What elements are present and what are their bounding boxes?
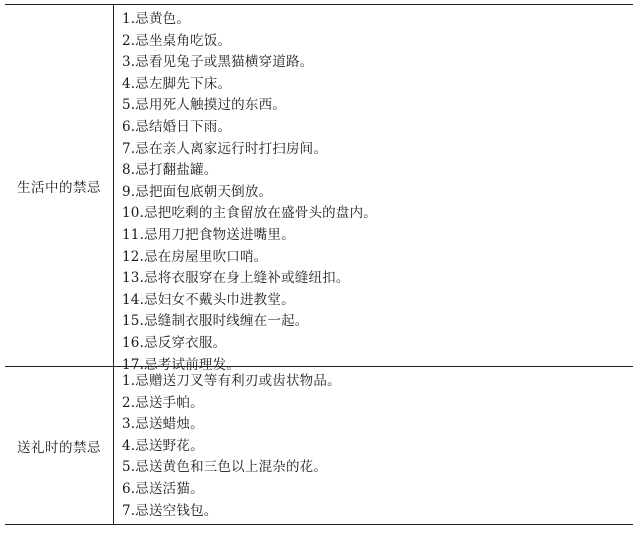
list-item: 2.忌送手帕。 [122, 394, 204, 411]
list-item: 3.忌看见兔子或黑猫横穿道路。 [122, 54, 314, 71]
list-item: 1.忌黄色。 [122, 11, 191, 27]
list-item: 6.忌结婚日下雨。 [122, 118, 232, 135]
list-item: 13.忌将衣服穿在身上缝补或缝纽扣。 [122, 270, 350, 287]
list-item: 7.忌在亲人离家远行时打扫房间。 [122, 140, 328, 157]
list-item: 3.忌送蜡烛。 [122, 416, 204, 433]
category-cell: 送礼时的禁忌 [5, 367, 114, 524]
taboo-table [5, 4, 633, 525]
list-item: 2.忌坐桌角吃饭。 [122, 32, 232, 49]
list-item: 6.忌送活猫。 [122, 480, 204, 497]
list-item: 16.忌反穿衣服。 [122, 334, 227, 351]
list-item: 8.忌打翻盐罐。 [122, 162, 218, 179]
list-item: 1.忌赠送刀叉等有利刃或齿状物品。 [122, 373, 341, 389]
table-row-gift-giving [5, 366, 633, 524]
list-item: 5.忌送黄色和三色以上混杂的花。 [122, 459, 328, 476]
list-item: 15.忌缝制衣服时线缠在一起。 [122, 313, 309, 330]
list-item: 7.忌送空钱包。 [122, 502, 218, 519]
list-item: 5.忌用死人触摸过的东西。 [122, 97, 286, 114]
list-item: 4.忌送野花。 [122, 437, 204, 454]
item-list [114, 5, 633, 373]
category-cell: 生活中的禁忌 [5, 5, 114, 366]
table-row-daily-life [5, 5, 633, 373]
item-list [114, 367, 633, 524]
list-item: 14.忌妇女不戴头巾进教堂。 [122, 291, 295, 308]
list-item: 4.忌左脚先下床。 [122, 75, 232, 92]
list-item: 9.忌把面包底朝天倒放。 [122, 183, 273, 200]
list-item: 10.忌把吃剩的主食留放在盛骨头的盘内。 [122, 205, 377, 222]
list-item: 12.忌在房屋里吹口哨。 [122, 248, 268, 265]
list-item: 17.忌考试前理发。 [122, 356, 240, 373]
list-item: 11.忌用刀把食物送进嘴里。 [122, 226, 295, 243]
